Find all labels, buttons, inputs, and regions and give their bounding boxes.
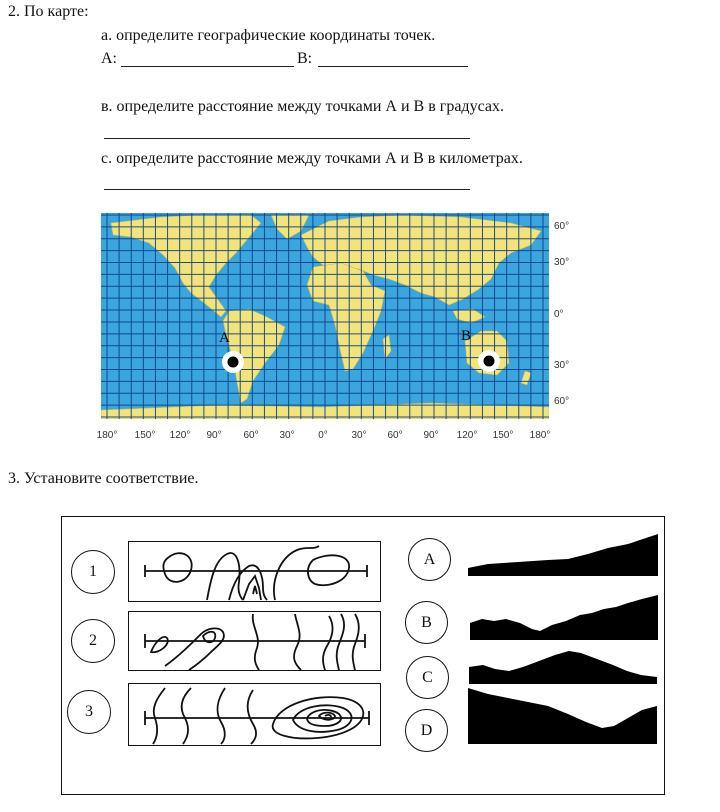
profile-letter-c[interactable]: C xyxy=(406,656,449,699)
contour-drawing-1 xyxy=(129,542,380,601)
lon-label: 90° xyxy=(423,430,439,441)
profile-d-silhouette xyxy=(468,688,657,744)
contour xyxy=(337,614,344,670)
lat-label-60n: 60° xyxy=(554,221,570,232)
label-point-b: В: xyxy=(297,50,313,67)
contour xyxy=(153,688,165,744)
contour xyxy=(218,688,225,744)
profile-a-silhouette xyxy=(468,534,658,576)
contour xyxy=(253,614,259,670)
marker-b[interactable] xyxy=(478,350,500,372)
task2-item-a: а. определите географические координаты точек. xyxy=(101,27,436,44)
profile-c-silhouette xyxy=(469,651,657,684)
answer-line-a[interactable] xyxy=(121,66,294,67)
terrain-profile-d xyxy=(468,688,659,744)
contour xyxy=(325,715,331,717)
profile-b-silhouette xyxy=(470,595,658,640)
contour xyxy=(253,586,257,594)
answer-line-km[interactable] xyxy=(104,189,470,190)
task2-item-b: в. определите расстояние между точками А и В в градусах. xyxy=(101,98,504,115)
contour-drawing-3 xyxy=(129,684,380,745)
point-a-label: A xyxy=(219,330,230,346)
lon-label: 90° xyxy=(206,430,222,441)
profile-letter-d[interactable]: D xyxy=(405,709,448,752)
task2-title: 2. По карте: xyxy=(8,3,89,20)
lon-label: 30° xyxy=(279,430,295,441)
profile-letter-b[interactable]: B xyxy=(405,601,448,644)
lon-label: 120° xyxy=(456,430,478,441)
contour xyxy=(182,688,191,744)
marker-a[interactable] xyxy=(222,351,244,373)
map-number-3[interactable]: 3 xyxy=(67,690,111,734)
lon-label: 180° xyxy=(529,430,551,441)
marker-b-dot xyxy=(484,356,495,367)
profile-letter-a[interactable]: A xyxy=(408,538,451,581)
lon-label: 180° xyxy=(96,430,118,441)
contour xyxy=(353,614,359,670)
contour xyxy=(151,637,168,652)
lon-label: 60° xyxy=(243,430,259,441)
contour xyxy=(163,553,191,582)
lat-label-30n: 30° xyxy=(554,257,570,268)
lon-label: 60° xyxy=(387,430,403,441)
label-point-a: А: xyxy=(101,50,117,67)
lon-label: 150° xyxy=(492,430,514,441)
contour-map-2 xyxy=(128,611,381,671)
contour-map-3 xyxy=(128,683,381,746)
answer-line-degrees[interactable] xyxy=(104,138,470,139)
point-b-label: B xyxy=(461,328,472,344)
terrain-profile-c xyxy=(469,649,659,684)
marker-a-dot xyxy=(228,357,239,368)
contour xyxy=(274,546,319,600)
contour xyxy=(243,576,261,600)
task2-item-c: с. определите расстояние между точками А и В в километрах. xyxy=(101,150,523,167)
lon-label: 120° xyxy=(169,430,191,441)
map-number-2[interactable]: 2 xyxy=(71,619,115,663)
contour-drawing-2 xyxy=(129,612,380,670)
task3-title: 3. Установите соответствие. xyxy=(8,470,199,487)
answer-line-b[interactable] xyxy=(318,66,468,67)
lon-label: 150° xyxy=(134,430,156,441)
map-number-1[interactable]: 1 xyxy=(71,550,115,594)
world-map xyxy=(101,213,549,419)
lon-label: 30° xyxy=(351,430,367,441)
lat-label-30s: 30° xyxy=(554,360,570,371)
lat-label-60s: 60° xyxy=(554,396,570,407)
contour xyxy=(248,690,256,744)
terrain-profile-a xyxy=(468,534,660,576)
contour-map-1 xyxy=(128,541,381,602)
lat-label-equator: 0° xyxy=(554,309,564,320)
contour xyxy=(323,616,333,670)
lon-label: 0° xyxy=(318,430,328,441)
contour xyxy=(294,614,301,670)
terrain-profile-b xyxy=(470,593,660,640)
